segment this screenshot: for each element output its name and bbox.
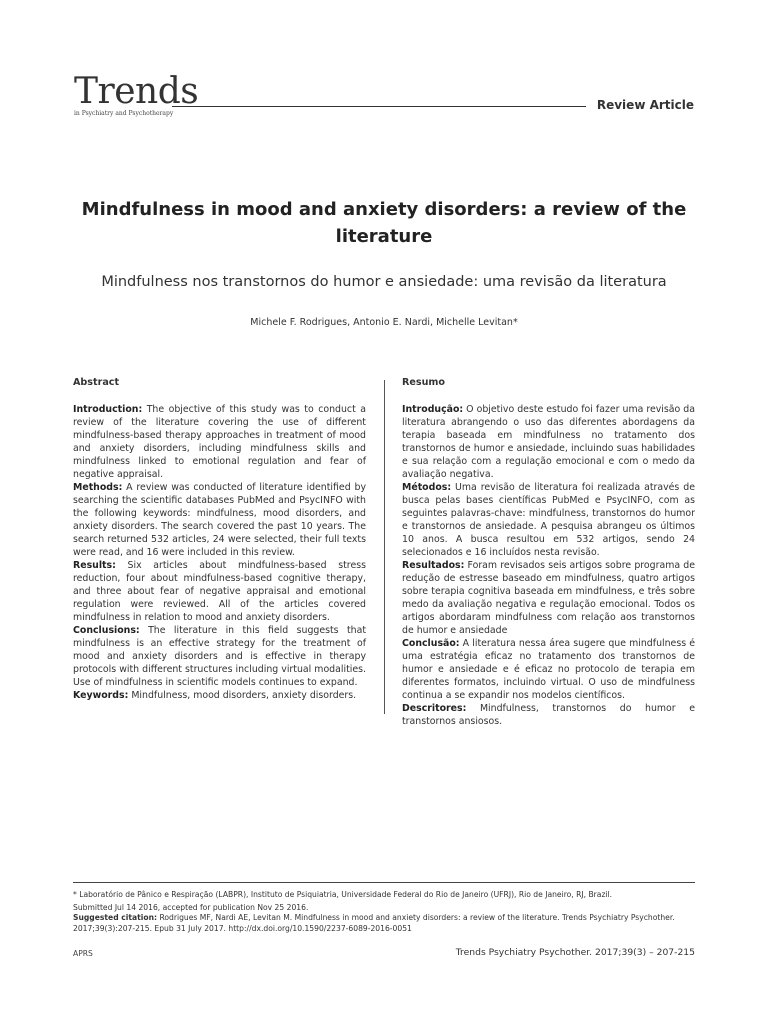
resumo-section-text: A literatura nessa área sugere que mindfulness é uma estratégia eficaz no tratamento dos transtornos de humor e ansiedade e é eficaz no protocolo de terapia em diferentes formatos, incluindo virtual. O uso de mindfulness continua a se expandir nos modelos científicos.: [402, 638, 695, 701]
citation-text: Rodrigues MF, Nardi AE, Levitan M. Mindfulness in mood and anxiety disorders: a review of the literature. Trends Psychiatry Psychother. 2017;39(3):207-215. Epub 31 July 2017. http://dx.doi.org/10.1590/2237-6089-2016-0051: [73, 913, 675, 933]
journal-logo: [74, 71, 199, 117]
abstract-section-text: A review was conducted of literature identified by searching the scientific databases PubMed and PsycINFO with the following keywords: mindfulness, mood disorders, and anxiety disorders. The search covered the past 10 years. The search returned 532 articles, 24 were selected, their full texts were read, and 16 were included in this review.: [73, 482, 366, 558]
abstract-section: [73, 559, 366, 624]
citation-label: Suggested citation:: [73, 913, 158, 922]
abstract-body: [73, 403, 366, 702]
resumo-section: [402, 637, 695, 702]
abstract-section-label: Results:: [73, 560, 116, 571]
article-subtitle-pt: Mindfulness nos transtornos do humor e ansiedade: uma revisão da literatura: [101, 274, 667, 290]
article-title: Mindfulness in mood and anxiety disorders: a review of the literature: [81, 199, 687, 247]
resumo-section-text: Foram revisados seis artigos sobre programa de redução de estresse baseado em mindfulness, quatro artigos sobre terapia cognitiva baseada em mindfulness, e três sobre medo da avaliação negativa e regulação emocional. Todos os artigos abordaram mindfulness com relação aos transtornos de humor e ansiedade: [402, 560, 695, 636]
affiliation-footnote: * Laboratório de Pânico e Respiração (LABPR), Instituto de Psiquiatria, Universidade Federal do Rio de Janeiro (UFRJ), Rio de Janeiro, RJ, Brazil.: [73, 890, 613, 899]
resumo-section: [402, 403, 695, 481]
resumo-section: [402, 481, 695, 559]
resumo-section-label: Introdução:: [402, 404, 464, 415]
resumo-column: [402, 376, 695, 728]
resumo-body: [402, 403, 695, 728]
abstract-section-text: Six articles about mindfulness-based stress reduction, four about mindfulness-based cognitive therapy, and three about fear of negative appraisal and emotional regulation were reviewed. All of the articles covered mindfulness in relation to mood and anxiety disorders.: [73, 560, 366, 623]
resumo-section: [402, 702, 695, 728]
footer-publisher: APRS: [73, 949, 93, 958]
abstract-section: [73, 403, 366, 481]
submission-dates: Submitted Jul 14 2016, accepted for publication Nov 25 2016.: [73, 903, 309, 912]
resumo-section-label: Resultados:: [402, 560, 465, 571]
abstract-heading: Abstract: [73, 377, 120, 388]
header-rule: [172, 106, 586, 107]
abstract-section-label: Introduction:: [73, 404, 143, 415]
logo-subtitle: in Psychiatry and Psychotherapy: [74, 110, 174, 117]
suggested-citation: [73, 913, 695, 934]
resumo-section-label: Conclusão:: [402, 638, 460, 649]
column-divider: [384, 380, 385, 714]
resumo-section-text: Uma revisão de literatura foi realizada através de busca pelas bases científicas PubMed e PsycINFO, com as seguintes palavras-chave: mindfulness, transtornos do humor e transtornos de ansiedade. A pesquisa abrangeu os últimos 10 anos. A busca resultou em 532 artigos, sendo 24 selecionados e 16 incluídos nesta revisão.: [402, 482, 695, 558]
abstract-section: [73, 624, 366, 689]
resumo-section: [402, 559, 695, 637]
abstract-section-label: Methods:: [73, 482, 123, 493]
resumo-section-label: Descritores:: [402, 703, 467, 714]
abstract-section-label: Keywords:: [73, 690, 129, 701]
logo-word: Trends: [74, 71, 199, 112]
abstract-section: [73, 481, 366, 559]
resumo-section-text: O objetivo deste estudo foi fazer uma revisão da literatura abrangendo o uso das diferentes abordagens da terapia baseada em mindfulness no tratamento dos transtornos de humor e ansiedade, incluindo suas habilidades e sua relação com a regulação emocional e com o medo da avaliação negativa.: [402, 404, 695, 480]
abstract-section: [73, 689, 366, 702]
abstract-section-text: The objective of this study was to conduct a review of the literature covering the use of different mindfulness-based therapy approaches in treatment of mood and anxiety disorders, including mindfulness skills and mindfulness linked to emotional regulation and fear of negative appraisal.: [73, 404, 366, 480]
abstract-section-text: Mindfulness, mood disorders, anxiety disorders.: [128, 690, 357, 701]
resumo-section-text: Mindfulness, transtornos do humor e transtornos ansiosos.: [402, 703, 695, 727]
author-list: Michele F. Rodrigues, Antonio E. Nardi, Michelle Levitan*: [250, 317, 518, 328]
resumo-section-label: Métodos:: [402, 482, 452, 493]
abstract-section-label: Conclusions:: [73, 625, 140, 636]
article-type-label: Review Article: [596, 98, 694, 112]
footer-journal-citation: Trends Psychiatry Psychother. 2017;39(3) – 207-215: [455, 947, 695, 958]
resumo-heading: Resumo: [402, 377, 446, 388]
footnote-rule: [73, 882, 695, 883]
abstract-section-text: The literature in this field suggests that mindfulness is an effective strategy for the treatment of mood and anxiety disorders and is effective in therapy protocols with different structures including virtual modalities. Use of mindfulness in scientific models continues to expand.: [73, 625, 366, 688]
abstract-column: [73, 376, 366, 702]
